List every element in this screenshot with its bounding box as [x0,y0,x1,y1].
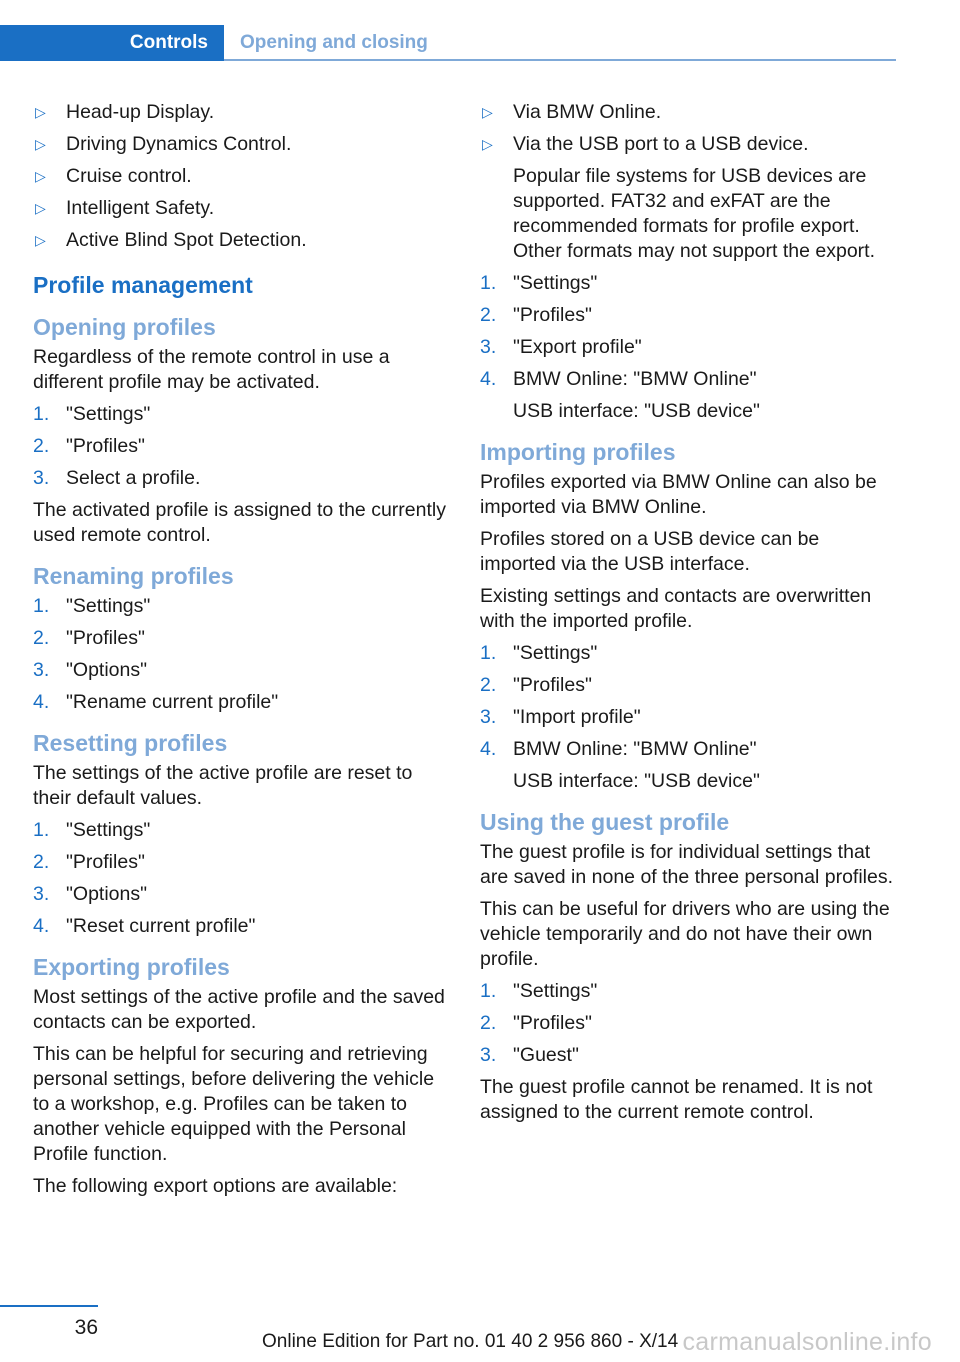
edition-line: Online Edition for Part no. 01 40 2 956 860 - X/14 [262,1331,679,1352]
list-item: 3. "Guest" [480,1044,579,1066]
renaming-steps [33,594,447,715]
subsection-title-renaming: Renaming profiles [33,563,234,589]
chapter-tab-controls: Controls [0,25,224,61]
exporting-paragraph-2: This can be helpful for securing and retrieving personal settings, before delivering the vehicle to a workshop, e.g. Profiles can be taken to another vehicle equipped with the Personal Profile function. [33,1043,435,1165]
exporting-paragraph-1: Most settings of the active profile and the saved contacts can be exported. [33,986,445,1033]
importing-paragraph-3: Existing settings and contacts are overwritten with the imported profile. [480,585,872,632]
triangle-bullet-icon: ▷ [482,136,493,152]
list-item: 2. "Profiles" [480,1012,592,1034]
list-item: 1. "Settings" [480,272,598,294]
right-column [480,100,894,1132]
list-item: ▷ Active Blind Spot Detection. [35,229,307,251]
page-header [0,0,960,62]
list-item: 3. Select a profile. [33,467,201,489]
subsection-title-resetting: Resetting profiles [33,730,228,756]
chapter-tab-opening-closing: Opening and closing [240,32,428,53]
list-item: 1. "Settings" [480,642,598,664]
exporting-paragraph-3: The following export options are available: [33,1175,398,1197]
triangle-bullet-icon: ▷ [35,168,46,184]
subsection-title-opening: Opening profiles [33,314,216,340]
subsection-title-guest: Using the guest profile [480,809,730,835]
list-item: 3. "Options" [33,883,148,905]
opening-steps [33,402,447,491]
list-item: 3. "Import profile" [480,706,641,728]
opening-intro: Regardless of the remote control in use a different profile may be activated. [33,346,390,393]
list-item: ▷ Intelligent Safety. [35,197,215,219]
triangle-bullet-icon: ▷ [482,104,493,120]
header-rule [224,59,896,61]
list-item: 2. "Profiles" [480,674,592,696]
list-item: 1. "Settings" [33,819,151,841]
list-item: 4. "Reset current profile" [33,915,256,937]
resetting-intro: The settings of the active profile are reset to their default values. [33,762,413,809]
triangle-bullet-icon: ▷ [35,232,46,248]
triangle-bullet-icon: ▷ [35,200,46,216]
importing-paragraph-1: Profiles exported via BMW Online can also be imported via BMW Online. [480,471,877,518]
guest-note: The guest profile cannot be renamed. It is not assigned to the current remote control. [480,1076,873,1123]
page-number: 36 [74,1316,98,1339]
list-item: ▷ Cruise control. [35,165,192,187]
list-item: ▷ Via the USB port to a USB device. Popular file systems for USB devices are supported. FAT32 and exFAT are the recommended formats for profile export. Other formats may not support the export. [480,132,894,264]
list-item: 1. "Settings" [33,595,151,617]
list-item: 4. BMW Online: "BMW Online" USB interface: "USB device" [480,738,760,792]
subsection-title-importing: Importing profiles [480,439,676,465]
resetting-steps [33,818,447,939]
list-item: 1. "Settings" [480,980,598,1002]
list-item: 4. BMW Online: "BMW Online" USB interface: "USB device" [480,368,760,422]
watermark: carmanualsonline.info [682,1328,932,1356]
list-item: ▷ Driving Dynamics Control. [35,133,292,155]
list-item: 2. "Profiles" [33,851,145,873]
list-item: 3. "Options" [33,659,148,681]
footer-rule [0,1305,98,1307]
usb-note: Popular file systems for USB devices are supported. FAT32 and exFAT are the recommended formats for profile export. Other formats may not support the export. [513,165,875,262]
import-steps [480,641,894,794]
feature-bullet-list [33,100,447,253]
guest-paragraph-1: The guest profile is for individual settings that are saved in none of the three personal profiles. [480,841,894,888]
list-item: 4. "Rename current profile" [33,691,279,713]
opening-note: The activated profile is assigned to the currently used remote control. [33,499,446,546]
subsection-title-exporting: Exporting profiles [33,954,230,980]
guest-steps [480,979,894,1068]
list-item: 2. "Profiles" [33,627,145,649]
export-options-list [480,100,894,264]
list-item: 2. "Profiles" [33,435,145,457]
triangle-bullet-icon: ▷ [35,104,46,120]
importing-paragraph-2: Profiles stored on a USB device can be imported via the USB interface. [480,528,820,575]
left-column [33,100,447,1206]
triangle-bullet-icon: ▷ [35,136,46,152]
section-title-profile-management: Profile management [33,272,253,298]
list-item: 3. "Export profile" [480,336,642,358]
guest-paragraph-2: This can be useful for drivers who are using the vehicle temporarily and do not have their own profile. [480,898,890,970]
list-item: ▷ Head-up Display. [35,101,215,123]
export-steps [480,271,894,424]
list-item: 2. "Profiles" [480,304,592,326]
list-item: 1. "Settings" [33,403,151,425]
list-item: ▷ Via BMW Online. [482,101,662,123]
